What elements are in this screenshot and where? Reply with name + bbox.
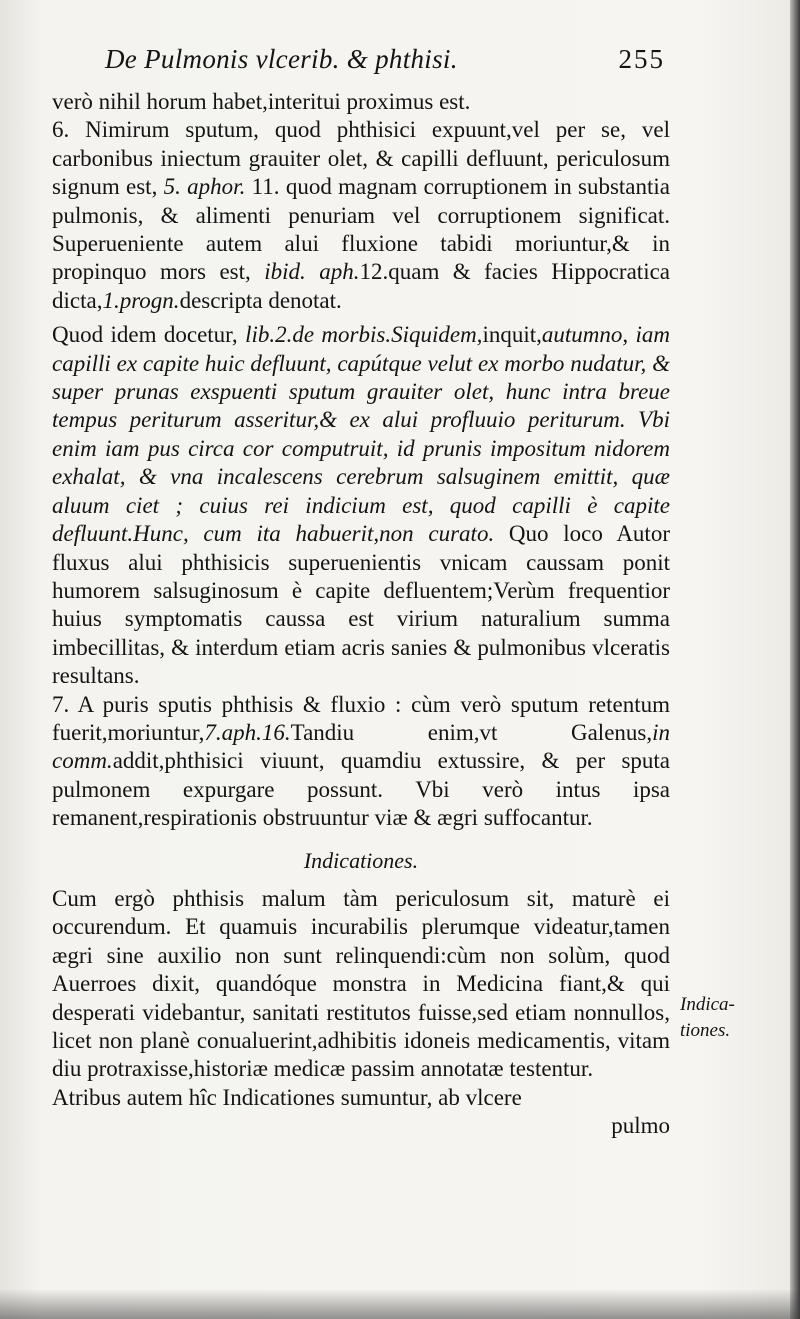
text-run: inquit, [482, 322, 542, 348]
paragraph-0: verò nihil horum habet,interitui proximus est. [52, 89, 471, 114]
italic-run: autumno, iam capilli ex capite huic defluunt, capútque velut ex morbo nudatur, & super prunas exspuenti sputum grauiter olet, hunc intra breue tempus periturum asseritur,& ex alui profluuio periturum. Vbi enim iam pus circa cor computruit, id prunis impositum nidorem exhalat, & vna incalescens cerebrum salsuginem emittit, quæ aluum ciet ; cuius rei indicium est, quod capilli è capite defluunt.Hunc, cum ita habuerit,non curato. [52, 322, 670, 547]
text-run: Quo loco Autor fluxus alui phthisicis superuenientis vnicam caussam ponit humorem salsuginosum è capite defluentem;Verùm frequentior huius symptomatis caussa est virium naturalium summa imbecillitas, & interdum etiam acris sanies & pulmonibus vlceratis resultans. [52, 521, 670, 689]
page-header [105, 44, 665, 84]
marginal-note-line-1: Indica- [680, 994, 735, 1015]
text-run: Quod idem docetur, [52, 322, 246, 348]
text-run: 7. A puris sputis phthisis & fluxio : cùm verò sputum retentum fuerit,moriuntur, [52, 691, 670, 745]
italic-run: 1.progn. [102, 287, 180, 313]
paragraph-2 [52, 321, 670, 690]
paragraph-5: Atribus autem hîc Indicationes sumuntur, ab vlcere [52, 1084, 522, 1110]
text-run: 11. quod magnam corruptionem in substantia pulmonis, & alimenti penuriam vel corruptionem significat. Superueniente autem alui fluxione tabidi moriuntur,& in propinquo mors est, [52, 174, 670, 285]
main-text-block [52, 88, 670, 1141]
paragraph-3 [52, 691, 670, 833]
text-run: Tandiu enim,vt Galenus, [290, 719, 653, 745]
italic-run: lib.2.de morbis.Siquidem, [245, 322, 483, 348]
running-title: De Pulmonis vlcerib. & phthisi. [105, 44, 458, 74]
text-run: 12.quam & facies Hippocratica dicta, [52, 259, 671, 313]
catchword: pulmo [611, 1113, 670, 1139]
paragraph-4: Cum ergò phthisis malum tàm periculosum sit, maturè ei occurendum. Et quamuis incurabilis plerumque videatur,tamen ægri sine auxilio non sunt relinquendi:cùm non solùm, quod Auerroes dixit, quandóque monstra in Medicina fiant,& qui desperati videbantur, sanitati restitutos fuisse,sed etiam nonnullos, licet non planè conualuerint,adhibitis idoneis medicamentis, vitam diu protraxisse,historiæ medicæ passim annotatæ testentur. [52, 885, 670, 1082]
marginal-note-line-2: tiones. [680, 1020, 731, 1041]
page-number: 255 [618, 44, 665, 74]
italic-run: in comm. [52, 719, 670, 774]
paragraph-1 [52, 116, 670, 315]
italic-run: 5. aphor. [163, 174, 246, 200]
section-heading: Indicationes. [303, 847, 419, 873]
marginal-note [680, 992, 760, 1044]
text-run: addit,phthisici viuunt, quamdiu extussire, & per sputa pulmonem expurgare possunt. Vbi verò intus ipsa remanent,respirationis obstruuntur viæ & ægri suffocantur. [52, 748, 670, 831]
page-bottom-shadow [0, 1289, 800, 1319]
page-edge-shadow [790, 0, 800, 1319]
italic-run: 7.aph.16. [204, 719, 291, 745]
text-run: descripta denotat. [179, 287, 342, 313]
italic-run: ibid. aph. [264, 259, 360, 285]
text-run: 6. Nimirum sputum, quod phthisici expuunt,vel per se, vel carbonibus iniectum grauiter olet, & capilli defluunt, periculosum signum est, [52, 117, 670, 200]
